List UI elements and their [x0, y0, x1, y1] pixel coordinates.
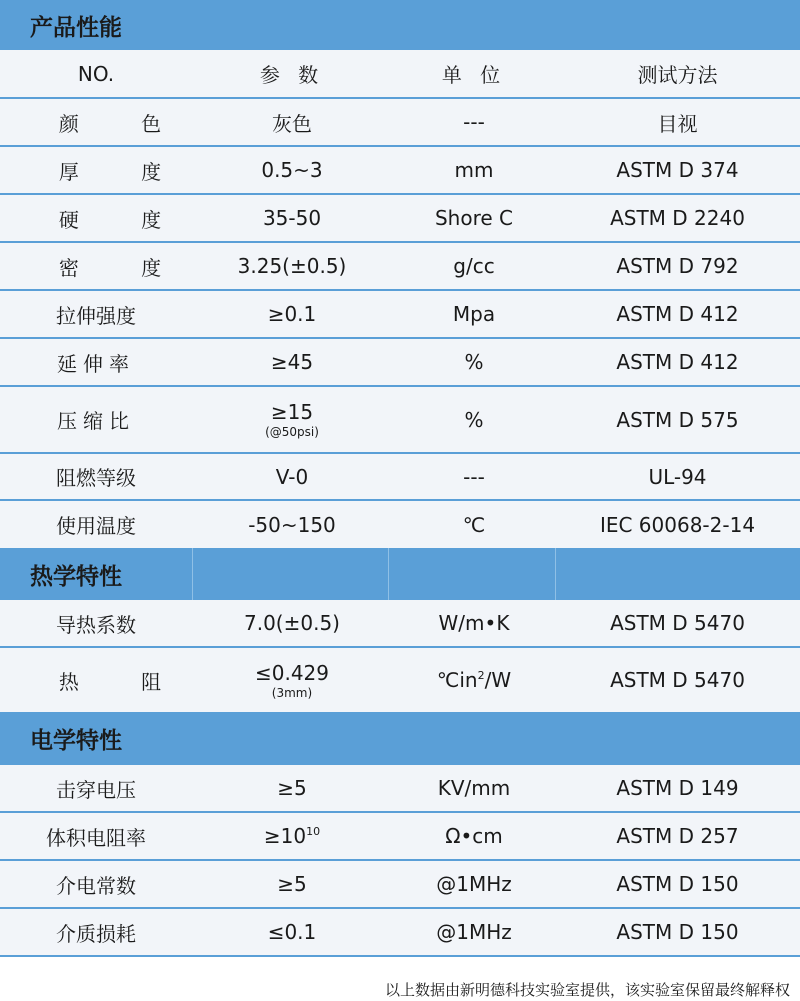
property-name: 介电常数	[56, 873, 136, 898]
property-value: ≥15	[270, 400, 314, 424]
test-method: ASTM D 412	[616, 350, 739, 374]
test-method: ASTM D 5470	[610, 668, 745, 692]
test-method: ASTM D 2240	[610, 206, 745, 230]
property-name: 颜 色	[58, 111, 190, 136]
table-row-breakdown-voltage	[0, 765, 800, 813]
property-value: 0.5~3	[261, 158, 323, 182]
test-method: ASTM D 575	[616, 407, 739, 432]
property-value: ≤0.1	[267, 920, 317, 944]
section-title: 产品性能	[30, 14, 122, 41]
property-value: 灰色	[272, 111, 312, 136]
property-value: 7.0(±0.5)	[244, 611, 340, 635]
column-header-param: 参 数	[259, 63, 325, 87]
property-name: 延伸率	[57, 351, 135, 376]
section-header-thermal	[0, 548, 800, 600]
property-value-group	[192, 387, 392, 452]
property-name: 阻燃等级	[56, 466, 136, 490]
test-method: 目视	[657, 111, 698, 136]
test-method: IEC 60068-2-14	[599, 512, 756, 537]
property-value: ≥5	[277, 872, 307, 896]
table-row-dielectric-constant	[0, 861, 800, 909]
property-value: 3.25(±0.5)	[237, 254, 347, 278]
property-name: 击穿电压	[56, 777, 136, 802]
test-method: ASTM D 149	[616, 776, 739, 800]
property-unit	[388, 648, 560, 712]
property-value: ≥5	[277, 776, 307, 800]
property-name: 拉伸强度	[56, 303, 136, 328]
table-row-tensile-strength	[0, 291, 800, 339]
property-value	[192, 813, 392, 859]
property-unit: %	[464, 350, 484, 374]
table-row-hardness	[0, 195, 800, 243]
property-value: ≥45	[270, 350, 314, 374]
divider	[192, 548, 193, 600]
column-header-no: NO.	[77, 61, 115, 86]
section-title: 电学特性	[30, 728, 122, 754]
property-unit: Mpa	[452, 302, 496, 326]
test-method: ASTM D 257	[616, 824, 739, 848]
property-name: 硬 度	[58, 207, 190, 232]
table-row-compression	[0, 387, 800, 454]
property-unit: KV/mm	[437, 776, 511, 800]
property-unit: W/m•K	[438, 611, 510, 635]
unit-superscript: 2	[477, 669, 485, 682]
table-row-flame-rating	[0, 454, 800, 501]
column-header-method: 测试方法	[637, 63, 718, 87]
table-row-elongation	[0, 339, 800, 387]
property-unit: ---	[463, 110, 485, 134]
test-method: ASTM D 150	[616, 920, 739, 944]
test-method: ASTM D 5470	[610, 611, 745, 635]
test-method: UL-94	[648, 464, 707, 489]
property-unit: ℃	[462, 512, 486, 537]
footnote: 以上数据由新明德科技实验室提供，该实验室保留最终解释权	[384, 981, 790, 999]
property-value: V-0	[275, 464, 309, 489]
test-method: ASTM D 150	[616, 872, 739, 896]
property-value-group	[192, 648, 392, 712]
table-row-operating-temp	[0, 501, 800, 548]
property-value: ≤0.429	[254, 660, 329, 685]
property-name: 热 阻	[58, 669, 190, 694]
property-value: -50~150	[248, 512, 336, 537]
section-title: 热学特性	[30, 563, 122, 590]
property-name: 压缩比	[57, 409, 135, 433]
table-row-thermal-conductivity	[0, 600, 800, 648]
property-unit: %	[464, 407, 484, 432]
property-value: 35-50	[262, 206, 322, 230]
column-header-unit: 单 位	[441, 63, 507, 87]
divider	[555, 548, 556, 600]
property-name: 厚 度	[58, 159, 190, 184]
property-value: ≥0.1	[267, 302, 317, 326]
test-method: ASTM D 374	[616, 158, 739, 182]
property-note: (@50psi)	[265, 425, 319, 439]
test-method: ASTM D 412	[616, 302, 739, 326]
divider	[388, 548, 389, 600]
property-unit: @1MHz	[436, 920, 512, 944]
table-header-row	[0, 50, 800, 99]
table-row-thickness	[0, 147, 800, 195]
section-header-electrical	[0, 712, 800, 765]
property-name: 体积电阻率	[46, 825, 146, 850]
property-name: 密 度	[58, 255, 190, 280]
value-superscript: 10	[306, 825, 321, 838]
table-row-dielectric-loss	[0, 909, 800, 957]
property-note: (3mm)	[271, 685, 313, 700]
table-row-thermal-resistance	[0, 648, 800, 712]
property-name: 使用温度	[56, 514, 136, 538]
property-name: 介质损耗	[56, 921, 136, 946]
table-row-color	[0, 99, 800, 147]
property-unit: Ω•cm	[445, 824, 503, 848]
property-unit: Shore C	[434, 206, 514, 230]
property-name: 导热系数	[56, 612, 136, 637]
table-row-volume-resistivity	[0, 813, 800, 861]
unit-tail: /W	[484, 668, 512, 692]
property-unit: g/cc	[453, 254, 495, 278]
property-unit: ---	[463, 464, 485, 489]
property-unit: @1MHz	[436, 872, 512, 896]
test-method: ASTM D 792	[616, 254, 739, 278]
section-header-product	[0, 0, 800, 50]
property-unit: mm	[454, 158, 494, 182]
unit-base: ℃in	[436, 668, 478, 692]
table-row-density	[0, 243, 800, 291]
value-base: ≥10	[263, 824, 307, 848]
